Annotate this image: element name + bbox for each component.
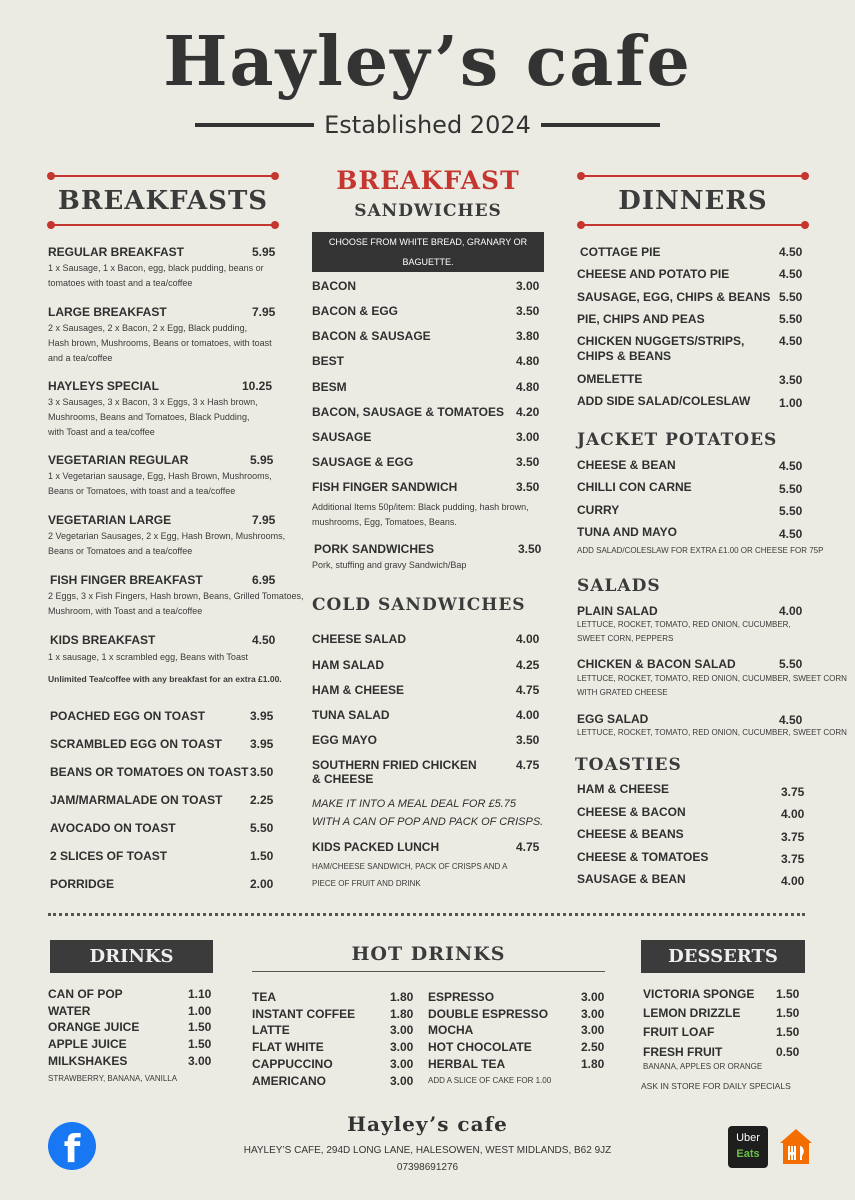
- page-title: Hayley’s cafe: [163, 22, 692, 102]
- menu-item-name: HOT CHOCOLATE: [428, 1040, 532, 1054]
- menu-item-name: KIDS BREAKFAST: [50, 633, 156, 647]
- menu-item-name: CHICKEN & BACON SALAD: [577, 657, 736, 671]
- menu-item-price: 1.10: [188, 987, 212, 1001]
- menu-item-name: CAN OF POP: [48, 987, 123, 1001]
- menu-item-name: HERBAL TEA: [428, 1057, 506, 1071]
- menu-item-name: SAUSAGE & BEAN: [577, 872, 686, 886]
- menu-item-price: 4.00: [781, 874, 805, 888]
- menu-item-name: VICTORIA SPONGE: [643, 987, 755, 1001]
- ribbon-top: [580, 175, 806, 177]
- menu-item-desc: HAM/CHEESE SANDWICH, PACK OF CRISPS AND A PIECE OF FRUIT AND DRINK: [312, 862, 508, 888]
- breakfast-sandwiches-heading-1: BREAKFAST: [336, 166, 520, 195]
- menu-item-name: TUNA AND MAYO: [577, 525, 678, 539]
- dinners-heading: DINNERS: [618, 186, 768, 216]
- menu-item-name: BEST: [312, 354, 345, 368]
- menu-item-name: PORK SANDWICHES: [314, 542, 435, 556]
- menu-item-price: 2.25: [250, 793, 274, 807]
- menu-item-name: LATTE: [252, 1023, 290, 1037]
- menu-item-price: 1.50: [776, 1025, 800, 1039]
- menu-item-price: 3.00: [390, 1074, 414, 1088]
- menu-item-name: HAYLEYS SPECIAL: [48, 379, 159, 393]
- menu-item-name: FRUIT LOAF: [643, 1025, 715, 1039]
- bread-choice-band: CHOOSE FROM WHITE BREAD, GRANARY OR BAGUETTE.: [312, 232, 544, 272]
- menu-item-price: 5.50: [250, 821, 274, 835]
- menu-item-price: 3.75: [781, 852, 805, 866]
- menu-item-price: 10.25: [242, 379, 273, 393]
- menu-item-name: KIDS PACKED LUNCH: [312, 840, 440, 854]
- uber-eats-icon[interactable]: Uber Eats: [728, 1126, 768, 1168]
- meal-deal-note: MAKE IT INTO A MEAL DEAL FOR £5.75 WITH A CAN OF POP AND PACK OF CRISPS.: [312, 798, 544, 828]
- menu-item-price: 2.00: [250, 877, 274, 891]
- menu-item-name: CHEESE AND POTATO PIE: [577, 267, 730, 281]
- cold-sandwiches-heading: COLD SANDWICHES: [312, 595, 526, 615]
- menu-item-price: 3.00: [390, 1023, 414, 1037]
- ribbon-top: [50, 175, 276, 177]
- menu-item-name: CURRY: [577, 503, 620, 517]
- menu-item-price: 3.00: [516, 430, 540, 444]
- menu-item-name: JAM/MARMALADE ON TOAST: [50, 793, 223, 807]
- menu-item-desc: 3 x Sausages, 3 x Bacon, 3 x Eggs, 3 x Hash brown, Mushrooms, Beans and Tomatoes, Black Pudding, with Toast and a tea/coffee: [48, 397, 258, 437]
- menu-item-name: REGULAR BREAKFAST: [48, 245, 185, 259]
- menu-item-price: 3.00: [581, 1007, 605, 1021]
- menu-item-price: 3.95: [250, 737, 274, 751]
- menu-item-name: APPLE JUICE: [48, 1037, 127, 1051]
- menu-item-price: 4.00: [779, 604, 803, 618]
- just-eat-icon[interactable]: [776, 1126, 816, 1168]
- menu-item-name: PLAIN SALAD: [577, 604, 658, 618]
- menu-item-price: 1.50: [188, 1020, 212, 1034]
- menu-item-price: 1.50: [776, 987, 800, 1001]
- menu-item-price: 1.80: [390, 1007, 414, 1021]
- menu-item-name: 2 SLICES OF TOAST: [50, 849, 168, 863]
- menu-item-name: WATER: [48, 1004, 91, 1018]
- menu-item-name: MOCHA: [428, 1023, 474, 1037]
- menu-item-name: HAM & CHEESE: [577, 782, 670, 796]
- cake-note: ADD A SLICE OF CAKE FOR 1.00: [428, 1076, 552, 1085]
- menu-item-price: 4.00: [516, 632, 540, 646]
- menu-item-desc: 1 x sausage, 1 x scrambled egg, Beans with Toast: [48, 652, 248, 662]
- menu-item-price: 3.50: [516, 480, 540, 494]
- breakfast-sandwiches-heading-2: SANDWICHES: [354, 201, 502, 221]
- menu-item-price: 1.50: [250, 849, 274, 863]
- menu-item-price: 3.50: [250, 765, 274, 779]
- menu-item-price: 3.75: [781, 830, 805, 844]
- menu-item-price: 4.50: [779, 334, 803, 348]
- ribbon-bottom: [50, 224, 276, 226]
- menu-item-name: BACON & SAUSAGE: [312, 329, 431, 343]
- menu-item-name: HAM SALAD: [312, 658, 384, 672]
- menu-item-price: 5.95: [252, 245, 276, 259]
- menu-item-name: BEANS OR TOMATOES ON TOAST: [50, 765, 249, 779]
- menu-item-price: 4.50: [779, 459, 803, 473]
- menu-item-price: 3.50: [516, 733, 540, 747]
- menu-item-price: 3.00: [581, 1023, 605, 1037]
- menu-item-name: SAUSAGE: [312, 430, 372, 444]
- menu-item-desc: Pork, stuffing and gravy Sandwich/Bap: [312, 560, 467, 570]
- menu-item-price: 4.50: [779, 527, 803, 541]
- menu-item-name: FISH FINGER SANDWICH: [312, 480, 458, 494]
- desserts-heading: DESSERTS: [641, 940, 805, 973]
- menu-item-price: 3.00: [390, 1040, 414, 1054]
- menu-item-price: 3.95: [250, 709, 274, 723]
- footer-title: Hayley’s cafe: [347, 1112, 508, 1136]
- menu-item-name: BACON & EGG: [312, 304, 399, 318]
- menu-item-price: 2.50: [581, 1040, 605, 1054]
- menu-item-price: 4.75: [516, 683, 540, 697]
- menu-item-name: CHEESE & BEANS: [577, 827, 684, 841]
- divider: [541, 123, 660, 127]
- daily-specials-note: ASK IN STORE FOR DAILY SPECIALS: [641, 1081, 791, 1091]
- menu-item-price: 5.95: [250, 453, 274, 467]
- menu-item-price: 4.00: [516, 708, 540, 722]
- menu-item-price: 1.50: [188, 1037, 212, 1051]
- menu-item-price: 4.75: [516, 758, 540, 772]
- menu-item-name: FRESH FRUIT: [643, 1045, 723, 1059]
- menu-item-name: CHEESE SALAD: [312, 632, 407, 646]
- menu-item-name: DOUBLE ESPRESSO: [428, 1007, 549, 1021]
- menu-item-name: SCRAMBLED EGG ON TOAST: [50, 737, 222, 751]
- menu-item-name: MILKSHAKES: [48, 1054, 128, 1068]
- menu-item-name: VEGETARIAN LARGE: [48, 513, 172, 527]
- menu-item-price: 5.50: [779, 312, 803, 326]
- menu-item-name: HAM & CHEESE: [312, 683, 405, 697]
- menu-item-price: 3.75: [781, 785, 805, 799]
- menu-item-name: BESM: [312, 380, 347, 394]
- menu-item-desc: LETTUCE, ROCKET, TOMATO, RED ONION, CUCUMBER, SWEET CORN, PEPPERS: [577, 620, 791, 643]
- menu-item-name: CHICKEN NUGGETS/STRIPS, CHIPS & BEANS: [577, 334, 745, 363]
- menu-item-price: 3.50: [516, 304, 540, 318]
- salads-heading: SALADS: [577, 576, 661, 596]
- menu-item-name: INSTANT COFFEE: [252, 1007, 356, 1021]
- menu-item-name: LEMON DRIZZLE: [643, 1006, 741, 1020]
- section-divider: [48, 913, 805, 916]
- menu-item-price: 1.00: [188, 1004, 212, 1018]
- menu-item-name: CHILLI CON CARNE: [577, 480, 692, 494]
- menu-item-price: 3.80: [516, 329, 540, 343]
- menu-item-name: TUNA SALAD: [312, 708, 390, 722]
- menu-item-name: FLAT WHITE: [252, 1040, 324, 1054]
- menu-item-price: 4.80: [516, 380, 540, 394]
- menu-item-name: CHEESE & BEAN: [577, 458, 676, 472]
- menu-item-price: 7.95: [252, 513, 276, 527]
- menu-item-name: CHEESE & BACON: [577, 805, 686, 819]
- menu-item-name: PIE, CHIPS AND PEAS: [577, 312, 705, 326]
- menu-item-price: 3.50: [516, 455, 540, 469]
- menu-item-desc: 1 x Sausage, 1 x Bacon, egg, black pudding, beans or tomatoes with toast and a tea/coffee: [48, 263, 264, 288]
- menu-item-price: 1.80: [390, 990, 414, 1004]
- menu-item-name: ADD SIDE SALAD/COLESLAW: [577, 394, 751, 408]
- menu-item-desc: LETTUCE, ROCKET, TOMATO, RED ONION, CUCUMBER, SWEET CORN WITH GRATED CHEESE: [577, 674, 847, 697]
- footer-phone: 07398691276: [396, 1162, 459, 1173]
- toasties-heading: TOASTIES: [575, 755, 682, 775]
- milkshake-flavours: STRAWBERRY, BANANA, VANILLA: [48, 1074, 178, 1083]
- menu-item-price: 5.50: [779, 290, 803, 304]
- additional-items-note: Additional Items 50p/item: Black pudding, hash brown, mushrooms, Egg, Tomatoes, Beans.: [312, 502, 529, 527]
- hot-drinks-heading: HOT DRINKS: [351, 943, 506, 965]
- divider: [252, 971, 605, 972]
- menu-item-price: 3.00: [390, 1057, 414, 1071]
- menu-item-desc: 2 x Sausages, 2 x Bacon, 2 x Egg, Black pudding, Hash brown, Mushrooms, Beans or tomatoes, with toast and a tea/coffee: [48, 323, 272, 363]
- menu-item-price: 4.50: [252, 633, 276, 647]
- menu-item-price: 7.95: [252, 305, 276, 319]
- menu-item-price: 3.00: [516, 279, 540, 293]
- menu-item-price: 5.50: [779, 657, 803, 671]
- menu-item-price: 4.80: [516, 354, 540, 368]
- menu-item-name: PORRIDGE: [50, 877, 115, 891]
- menu-item-price: 5.50: [779, 504, 803, 518]
- breakfasts-heading: BREAKFASTS: [57, 186, 269, 216]
- divider: [195, 123, 314, 127]
- menu-item-price: 1.00: [779, 396, 803, 410]
- menu-item-desc: LETTUCE, ROCKET, TOMATO, RED ONION, CUCUMBER, SWEET CORN: [577, 728, 847, 737]
- menu-item-price: 4.25: [516, 658, 540, 672]
- menu-item-name: SAUSAGE & EGG: [312, 455, 414, 469]
- menu-item-price: 4.50: [779, 713, 803, 727]
- menu-item-price: 5.50: [779, 482, 803, 496]
- menu-item-name: VEGETARIAN REGULAR: [48, 453, 189, 467]
- menu-item-price: 1.80: [581, 1057, 605, 1071]
- menu-item-name: BACON, SAUSAGE & TOMATOES: [312, 405, 505, 419]
- drinks-heading: DRINKS: [50, 940, 213, 973]
- menu-item-name: CAPPUCCINO: [252, 1057, 333, 1071]
- menu-item-name: COTTAGE PIE: [580, 245, 661, 259]
- established-text: Established 2024: [324, 111, 531, 139]
- jacket-extras-note: ADD SALAD/COLESLAW FOR EXTRA £1.00 OR CHEESE FOR 75P: [577, 546, 824, 555]
- menu-item-desc: 2 Eggs, 3 x Fish Fingers, Hash brown, Beans, Grilled Tomatoes, Mushroom, with Toast and a tea/coffee: [48, 591, 304, 616]
- facebook-icon[interactable]: f: [48, 1122, 96, 1170]
- menu-item-price: 0.50: [776, 1045, 800, 1059]
- menu-item-name: SAUSAGE, EGG, CHIPS & BEANS: [577, 290, 771, 304]
- jacket-potatoes-heading: JACKET POTATOES: [577, 430, 778, 450]
- menu-item-name: CHEESE & TOMATOES: [577, 850, 709, 864]
- menu-item-name: POACHED EGG ON TOAST: [50, 709, 206, 723]
- menu-item-name: LARGE BREAKFAST: [48, 305, 167, 319]
- footer-address: HAYLEY’S CAFE, 294D LONG LANE, HALESOWEN, WEST MIDLANDS, B62 9JZ: [243, 1145, 612, 1156]
- menu-item-price: 1.50: [776, 1006, 800, 1020]
- ribbon-bottom: [580, 224, 806, 226]
- fresh-fruit-options: BANANA, APPLES OR ORANGE: [643, 1062, 763, 1071]
- menu-item-name: FISH FINGER BREAKFAST: [50, 573, 203, 587]
- menu-item-name: BACON: [312, 279, 356, 293]
- menu-item-name: AMERICANO: [252, 1074, 326, 1088]
- menu-item-price: 4.50: [779, 267, 803, 281]
- menu-item-price: 4.75: [516, 840, 540, 854]
- menu-item-price: 6.95: [252, 573, 276, 587]
- menu-item-desc: 1 x Vegetarian sausage, Egg, Hash Brown, Mushrooms, Beans or Tomatoes, with toast and a tea/coffee: [48, 471, 272, 496]
- established-banner: [195, 108, 660, 142]
- menu-item-name: EGG SALAD: [577, 712, 649, 726]
- menu-item-price: 3.50: [518, 542, 542, 556]
- menu-item-name: SOUTHERN FRIED CHICKEN & CHEESE: [312, 758, 477, 786]
- menu-item-price: 4.00: [781, 807, 805, 821]
- tea-coffee-note: Unlimited Tea/coffee with any breakfast for an extra £1.00.: [48, 674, 282, 684]
- menu-item-name: EGG MAYO: [312, 733, 377, 747]
- menu-item-price: 3.00: [188, 1054, 212, 1068]
- menu-item-name: ORANGE JUICE: [48, 1020, 140, 1034]
- menu-item-name: TEA: [252, 990, 276, 1004]
- menu-item-price: 4.50: [779, 245, 803, 259]
- menu-item-name: ESPRESSO: [428, 990, 495, 1004]
- menu-item-price: 3.00: [581, 990, 605, 1004]
- menu-item-name: OMELETTE: [577, 372, 643, 386]
- menu-item-price: 3.50: [779, 373, 803, 387]
- menu-item-desc: 2 Vegetarian Sausages, 2 x Egg, Hash Brown, Mushrooms, Beans or Tomatoes and a tea/coffee: [48, 531, 286, 556]
- menu-item-name: AVOCADO ON TOAST: [50, 821, 176, 835]
- just-eat-icon-graphic: [776, 1126, 816, 1168]
- menu-item-price: 4.20: [516, 405, 540, 419]
